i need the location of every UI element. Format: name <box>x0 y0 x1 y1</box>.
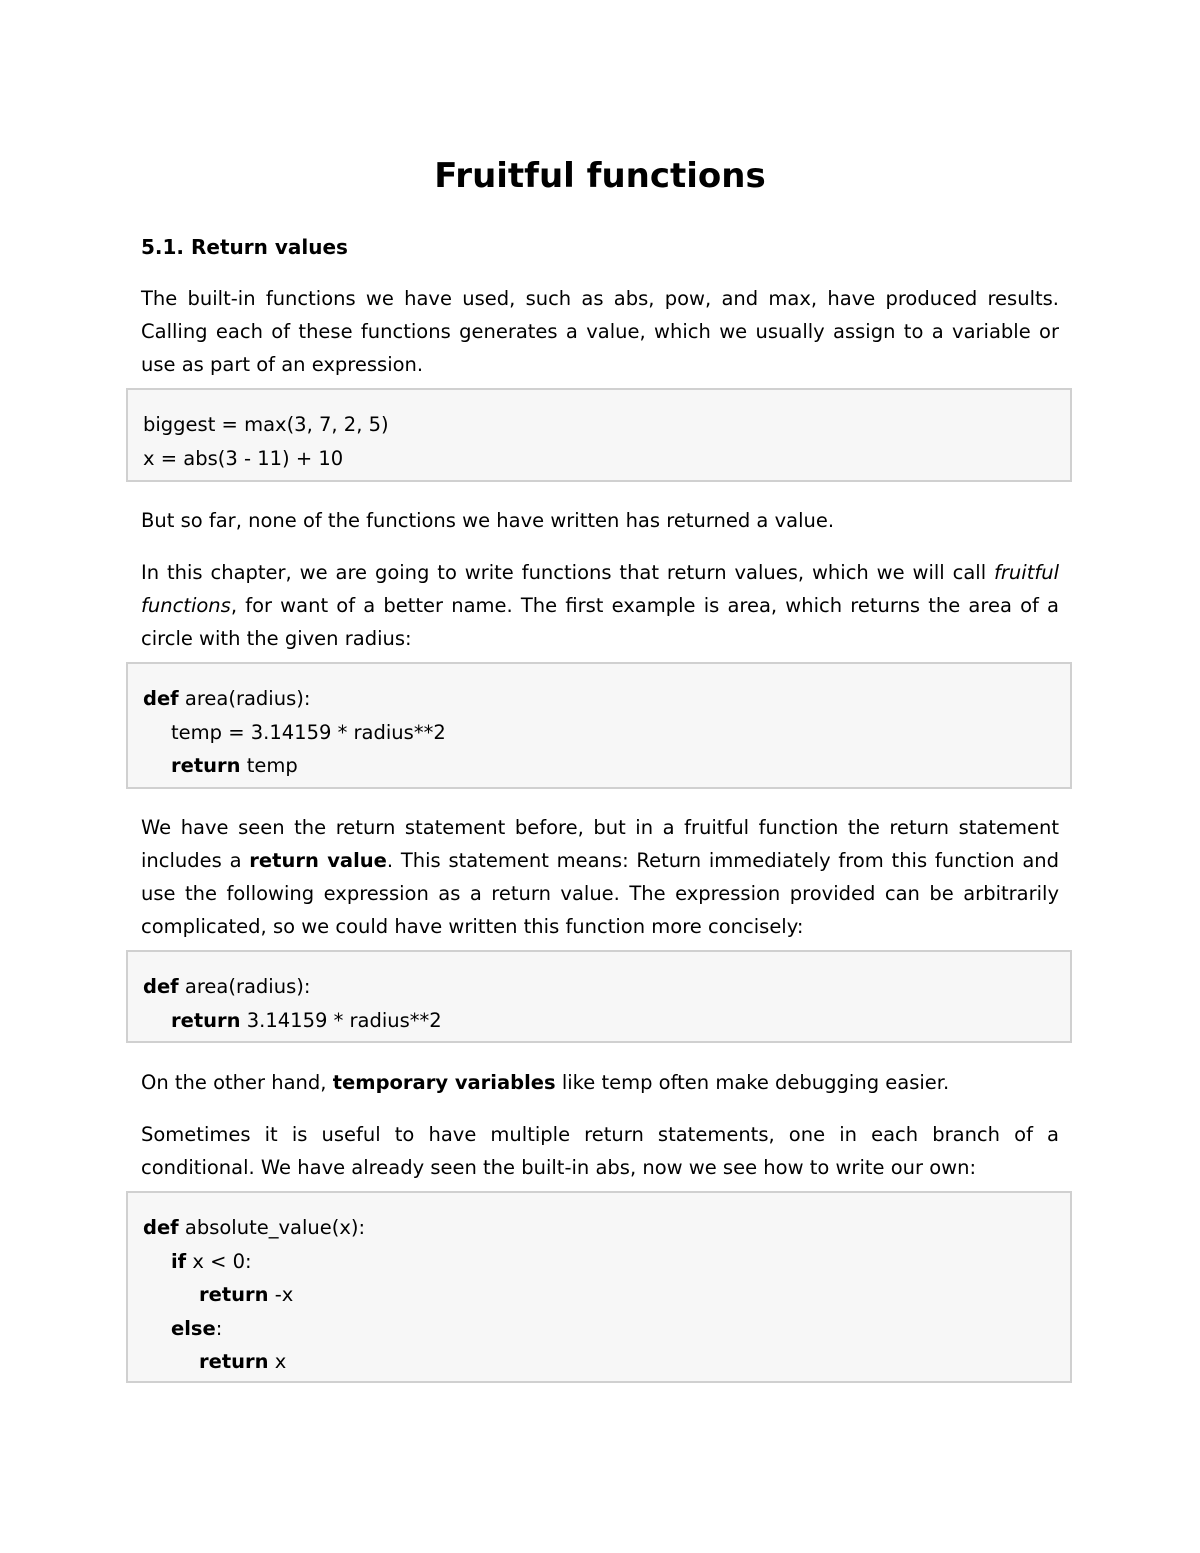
code-block-area-temp <box>126 662 1072 789</box>
code-block-area-concise <box>126 950 1072 1043</box>
keyword-else: else <box>171 1316 216 1340</box>
code-line <box>143 1345 1070 1379</box>
paragraph-fruitful-intro <box>141 556 1059 655</box>
keyword-def: def <box>143 1216 179 1239</box>
code-line <box>143 1312 1070 1346</box>
code-line <box>143 1278 1070 1312</box>
emphasis-fruitful-functions: fruitful functions <box>141 561 1059 617</box>
code-line <box>143 1211 1070 1245</box>
paragraph-multiple-returns: Sometimes it is useful to have multiple return statements, one in each branch of a conditional. We have already seen the built-in abs, now we see how to write our own: <box>141 1123 1059 1179</box>
text-run: like temp often make debugging easier. <box>555 1071 950 1094</box>
code-text: absolute_value(x): <box>178 1216 366 1239</box>
code-text: -x <box>268 1283 294 1306</box>
code-line <box>143 1245 1070 1279</box>
code-line <box>143 682 1070 716</box>
paragraph-intro: The built-in functions we have used, such as abs, pow, and max, have produced results. Calling each of these functions generates a value, which we usually assign to a variable or use as part of an expression. <box>141 287 1059 376</box>
code-line <box>143 749 1070 783</box>
text-run: In this chapter, we are going to write functions that return values, which we will call <box>141 561 995 584</box>
text-run: We have seen the return statement before, but in a fruitful function the return statement includes a <box>141 816 1059 872</box>
keyword-return: return <box>171 754 241 777</box>
code-text: x <box>268 1350 287 1373</box>
keyword-return: return <box>199 1283 269 1306</box>
code-line <box>143 1004 1070 1038</box>
keyword-def: def <box>143 687 179 710</box>
keyword-if: if <box>171 1249 187 1273</box>
paragraph-no-return: But so far, none of the functions we have written has returned a value. <box>141 509 835 532</box>
paragraph-return-value <box>141 811 1059 943</box>
text-run: , for want of a better name. The first example is area, which returns the area of a circle with the given radius: <box>141 594 1059 650</box>
code-text: 3.14159 * radius**2 <box>240 1008 442 1032</box>
paragraph-temporary-variables <box>141 1066 1059 1099</box>
term-return-value: return value <box>249 849 387 872</box>
code-line: biggest = max(3, 7, 2, 5) <box>143 413 389 436</box>
page-title: Fruitful functions <box>434 156 766 196</box>
code-block-builtins <box>126 388 1072 482</box>
text-run: . This statement means: Return immediately from this function and use the following expression as a return value. The expression provided can be arbitrarily complicated, so we could have written this function more concisely: <box>141 849 1060 938</box>
code-text: area(radius): <box>178 687 311 710</box>
code-block-absolute-value <box>126 1191 1072 1383</box>
keyword-return: return <box>171 1008 241 1032</box>
keyword-def: def <box>143 975 179 998</box>
text-run: On the other hand, <box>141 1071 333 1094</box>
code-text: temp <box>240 754 298 777</box>
code-line: x = abs(3 - 11) + 10 <box>143 446 344 470</box>
term-temporary-variables: temporary variables <box>332 1071 556 1094</box>
code-line <box>143 970 1070 1004</box>
section-heading: 5.1. Return values <box>141 235 348 259</box>
code-text: : <box>215 1316 223 1340</box>
code-text: area(radius): <box>178 975 311 998</box>
code-text: x < 0: <box>186 1249 252 1273</box>
code-line: temp = 3.14159 * radius**2 <box>171 720 446 744</box>
keyword-return: return <box>199 1350 269 1373</box>
